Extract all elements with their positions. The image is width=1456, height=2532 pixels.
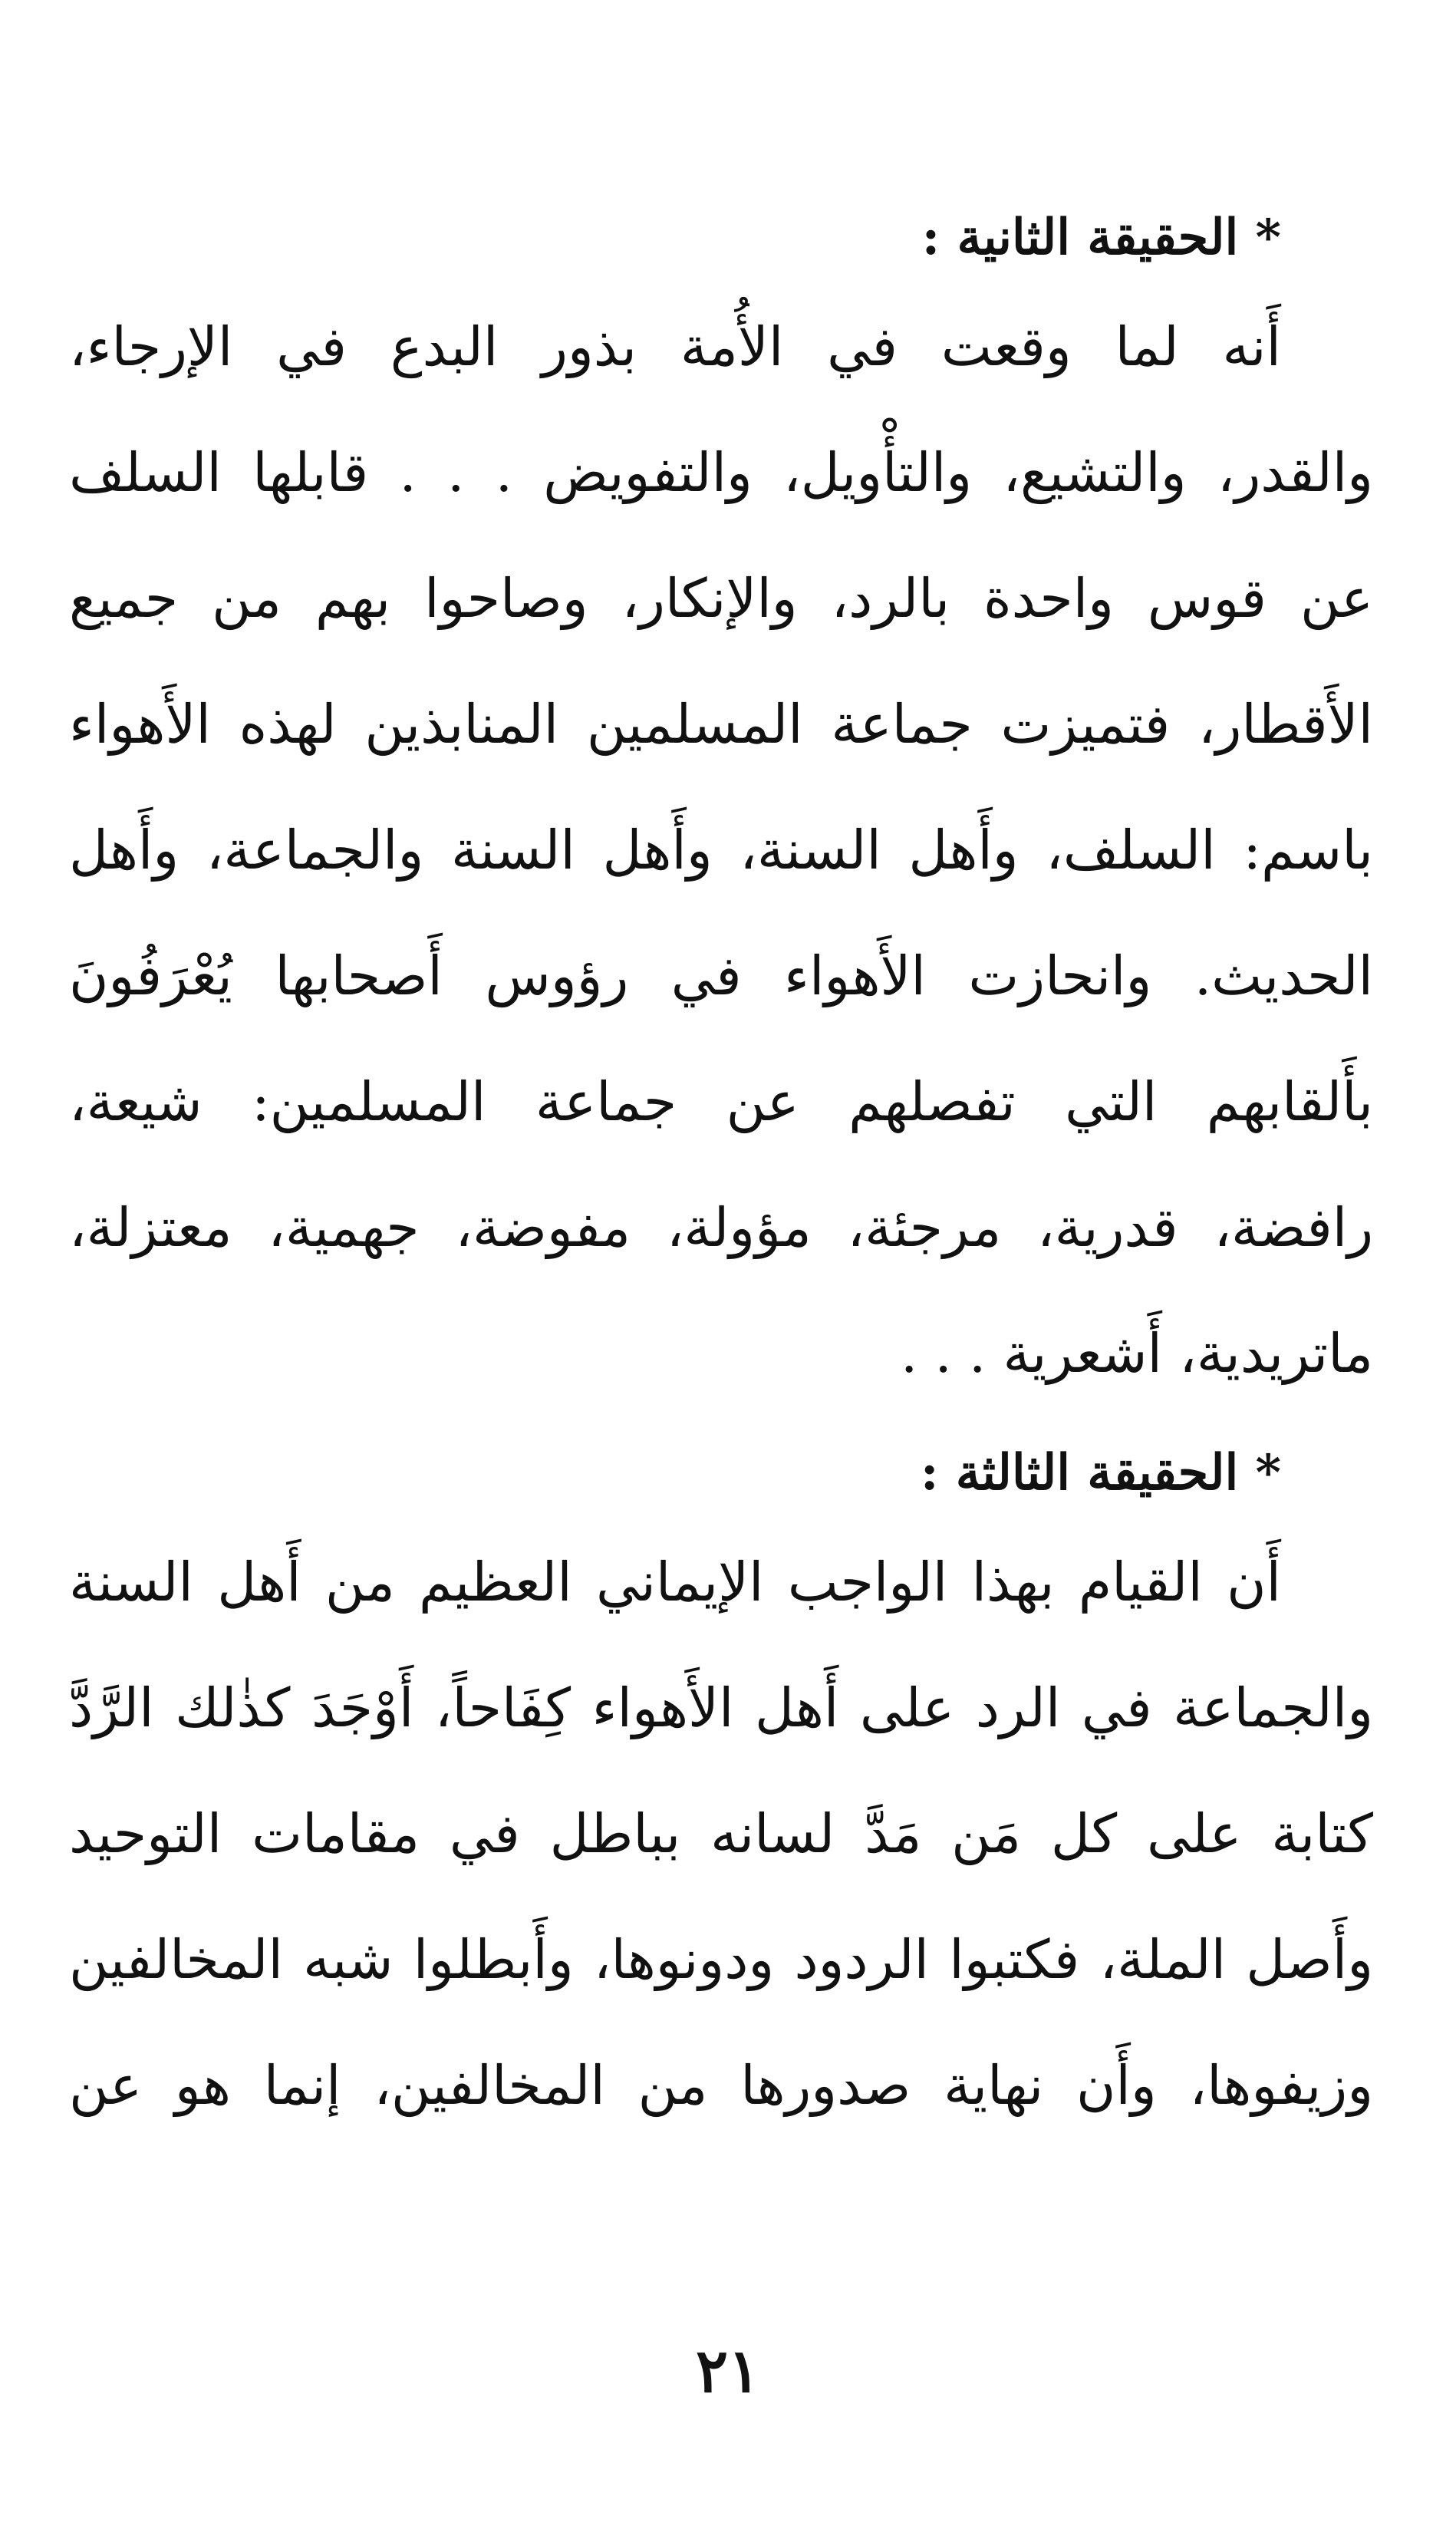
paragraph-line: والجماعة في الرد على أَهل الأَهواء كِفَاحاً، أَوْجَدَ كذٰلك الرَّدَّ bbox=[69, 1676, 1373, 1739]
paragraph-line: وأَصل الملة، فكتبوا الردود ودونوها، وأَبطلوا شبه المخالفين bbox=[69, 1928, 1373, 1991]
paragraph-line: أَن القيام بهذا الواجب الإيماني العظيم من أَهل السنة bbox=[69, 1551, 1281, 1614]
paragraph-line: باسم: السلف، وأَهل السنة، وأَهل السنة والجماعة، وأَهل bbox=[69, 819, 1373, 882]
paragraph-line: والقدر، والتشيع، والتأْويل، والتفويض . . . قابلها السلف bbox=[69, 441, 1373, 504]
paragraph-line: ماتريدية، أَشعرية . . . bbox=[900, 1322, 1373, 1385]
page-body bbox=[69, 192, 1373, 2148]
section-heading-third-truth: * الحقيقة الثالثة : bbox=[920, 1444, 1281, 1502]
paragraph-line: بأَلقابهم التي تفصلهم عن جماعة المسلمين: شيعة، bbox=[69, 1070, 1373, 1133]
paragraph-line: الأَقطار، فتميزت جماعة المسلمين المنابذين لهذه الأَهواء bbox=[69, 693, 1373, 756]
paragraph-line: كتابة على كل مَن مَدَّ لسانه بباطل في مقامات التوحيد bbox=[69, 1802, 1373, 1865]
paragraph-line: الحديث. وانحازت الأَهواء في رؤوس أَصحابها يُعْرَفُونَ bbox=[69, 945, 1373, 1007]
page-number: ٢١ bbox=[696, 2336, 760, 2406]
paragraph-line: وزيفوها، وأَن نهاية صدورها من المخالفين، إنما هو عن bbox=[69, 2054, 1373, 2117]
spacer bbox=[69, 1416, 1373, 1427]
paragraph-line: عن قوس واحدة بالرد، والإنكار، وصاحوا بهم من جميع bbox=[69, 567, 1373, 630]
paragraph-line: أَنه لما وقعت في الأُمة بذور البدع في الإرجاء، bbox=[69, 315, 1281, 378]
section-heading-second-truth: * الحقيقة الثانية : bbox=[921, 209, 1281, 266]
paragraph-line: رافضة، قدرية، مرجئة، مؤولة، مفوضة، جهمية، معتزلة، bbox=[69, 1196, 1373, 1259]
